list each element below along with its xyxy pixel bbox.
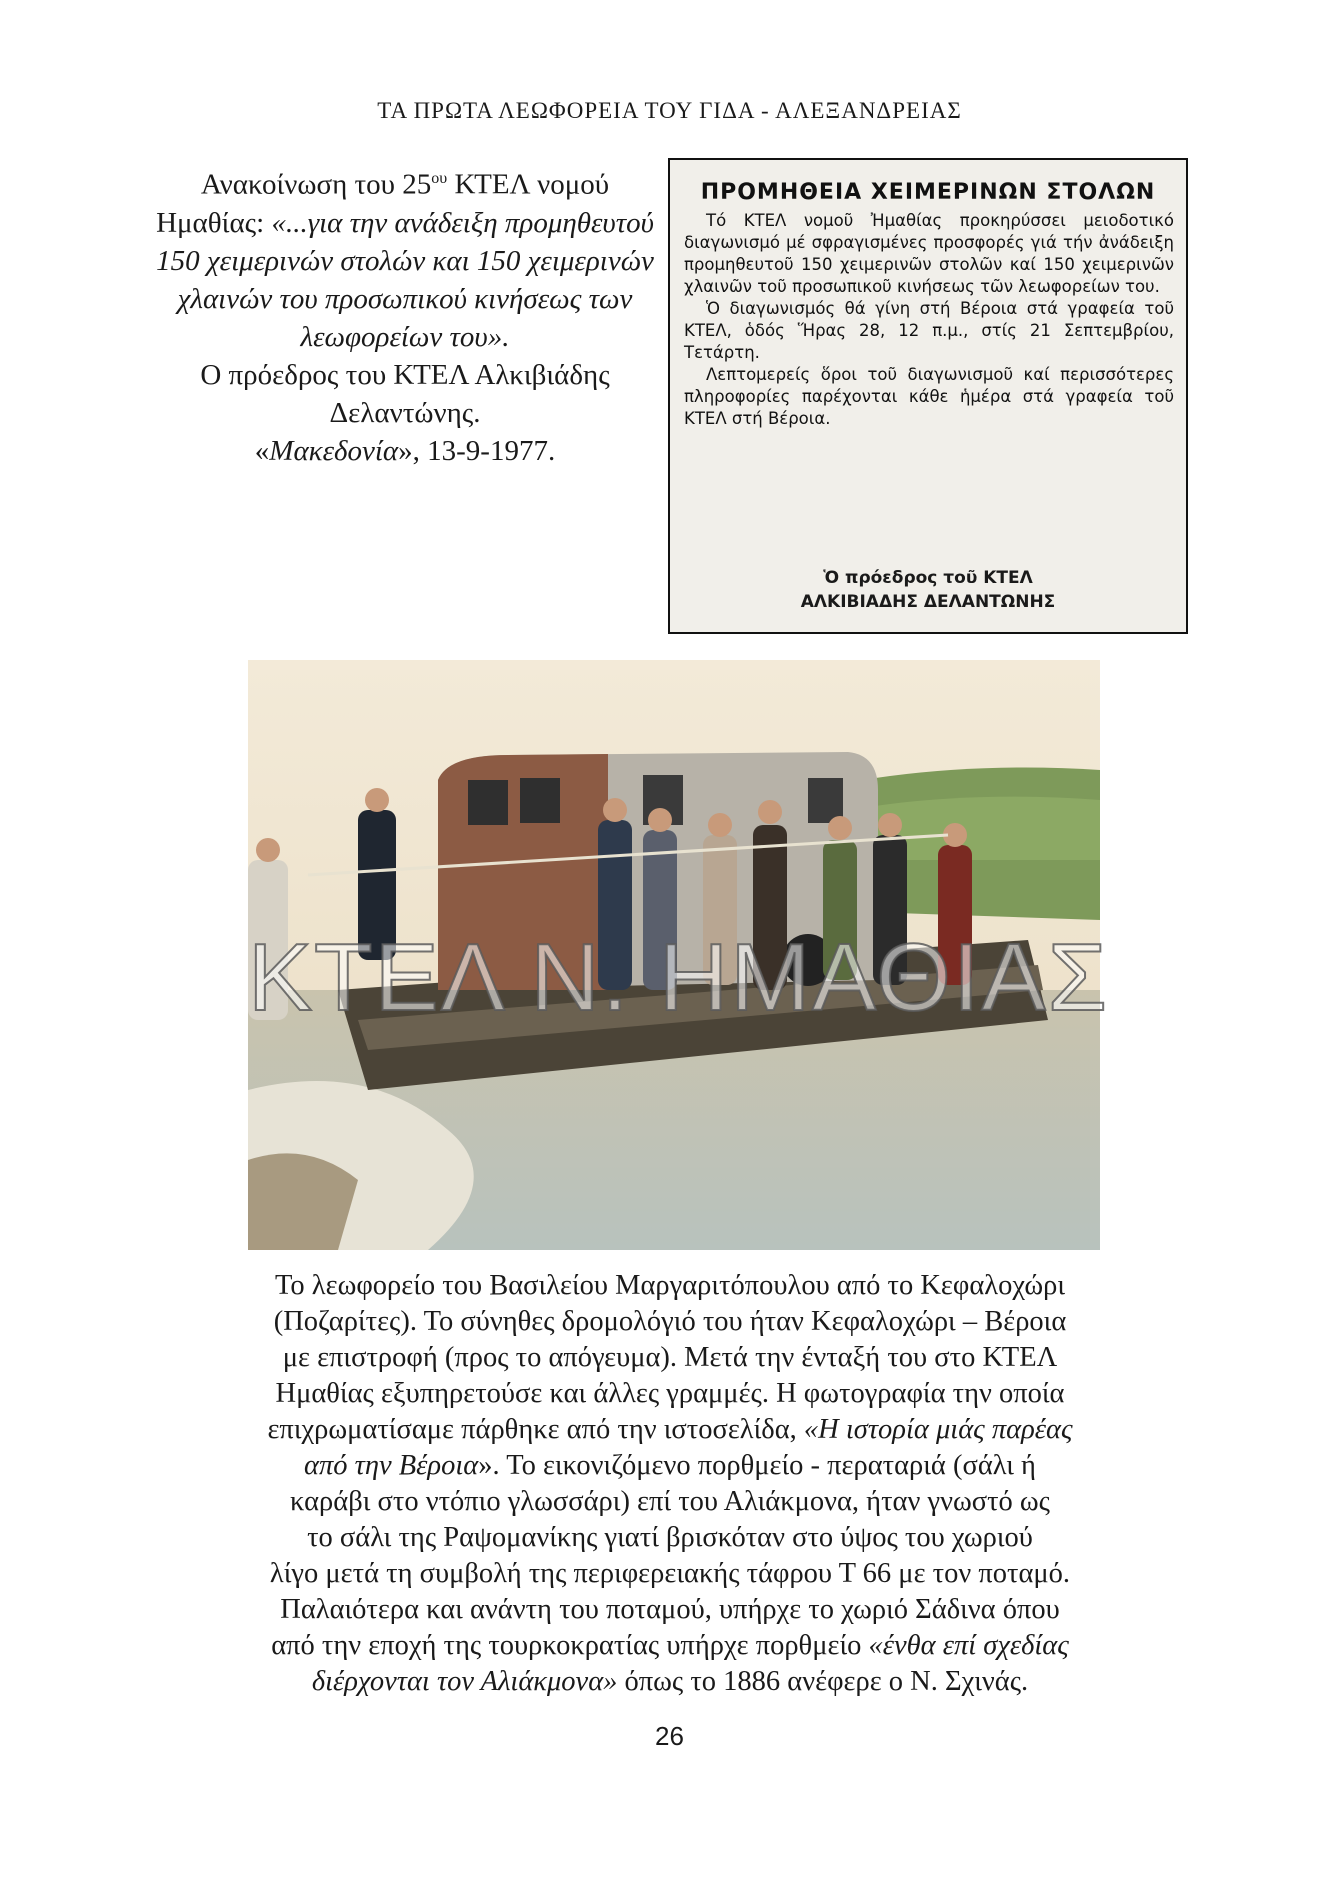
body-text: από την εποχή της τουρκοκρατίας υπήρχε πορθμείο bbox=[271, 1630, 869, 1661]
body-line: (Ποζαρίτες). Το σύνηθες δρομολόγιό του ήταν Κεφαλοχώρι – Βέροια bbox=[273, 1306, 1067, 1337]
body-line bbox=[150, 1448, 1190, 1484]
body-line: με επιστροφή (προς το απόγευμα). Μετά την ένταξή του στο ΚΤΕΛ bbox=[282, 1342, 1058, 1373]
clipping-paragraph: Τό ΚΤΕΛ νομοῦ Ἠμαθίας προκηρύσσει μειοδοτικό διαγωνισμό μέ σφραγισμένες προσφορές γιά τήν ἀνάδειξη προμηθευτοῦ 150 χειμερινῶν στολῶν καί 150 χειμερινῶν χλαινῶν τοῦ προσωπικοῦ κινήσεως τῶν λεωφορείων του. bbox=[684, 211, 1174, 296]
announcement-caption bbox=[150, 160, 660, 470]
page-number: 26 bbox=[655, 1721, 684, 1751]
caption-line bbox=[150, 204, 660, 356]
caption-line bbox=[150, 160, 660, 204]
newspaper-clipping bbox=[668, 158, 1188, 634]
clipping-paragraph: Ὁ διαγωνισμός θά γίνη στή Βέροια στά γραφεία τοῦ ΚΤΕΛ, ὁδός Ἥρας 28, 12 π.μ., στίς 21 Σεπτεμβρίου, Τετάρτη. bbox=[684, 299, 1174, 362]
body-emphasis: «ένθα επί σχεδίας bbox=[868, 1630, 1069, 1661]
source-name: Μακεδονία bbox=[269, 434, 399, 467]
body-line: καράβι στο ντόπιο γλωσσάρι) επί του Αλιάκμονα, ήταν γνωστό ως bbox=[290, 1486, 1050, 1517]
body-line: Παλαιότερα και ανάντη του ποταμού, υπήρχε το χωριό Σάδινα όπου bbox=[280, 1594, 1060, 1625]
body-line: Το λεωφορείο του Βασιλείου Μαργαριτόπουλου από το Κεφαλοχώρι bbox=[274, 1270, 1065, 1301]
caption-president: Ο πρόεδρος του ΚΤΕΛ Αλκιβιάδης Δελαντώνης. bbox=[200, 358, 610, 429]
photo-caption-body bbox=[150, 1268, 1190, 1700]
caption-text: », 13-9-1977. bbox=[398, 434, 556, 467]
body-text: όπως το 1886 ανέφερε ο Ν. Σχινάς. bbox=[617, 1666, 1029, 1697]
caption-source bbox=[150, 432, 660, 470]
body-emphasis: από την Βέροια bbox=[304, 1450, 479, 1481]
body-line: λίγο μετά τη συμβολή της περιφερειακής τάφρου Τ 66 με τον ποταμό. bbox=[269, 1558, 1071, 1589]
clipping-title: ΠΡΟΜΗΘΕΙΑ ΧΕΙΜΕΡΙΝΩΝ ΣΤΟΛΩΝ bbox=[700, 180, 1156, 205]
body-emphasis: διέρχονται τον Αλιάκμονα» bbox=[311, 1666, 618, 1697]
running-header: ΤΑ ΠΡΩΤΑ ΛΕΩΦΟΡΕΙΑ ΤΟΥ ΓΙΔΑ - ΑΛΕΞΑΝΔΡΕΙΑΣ bbox=[377, 98, 962, 123]
caption-text: ΚΤΕΛ νομού bbox=[447, 168, 610, 201]
clipping-body bbox=[684, 210, 1174, 430]
signature-name: ΑΛΚΙΒΙΑΔΗΣ ΔΕΛΑΝΤΩΝΗΣ bbox=[800, 592, 1056, 612]
body-line: το σάλι της Ραψομανίκης γιατί βρισκόταν στο ύψος του χωριού bbox=[307, 1522, 1033, 1553]
body-text: ». Το εικονιζόμενο πορθμείο - περαταριά (σάλι ή bbox=[478, 1450, 1036, 1481]
body-line bbox=[150, 1628, 1190, 1664]
caption-text: « bbox=[254, 434, 270, 467]
caption-quote: «...για την ανάδειξη προμηθευτού 150 χειμερινών στολών και 150 χειμερινών χλαινών του προσωπικού κινήσεως των λεωφορείων του». bbox=[156, 206, 654, 353]
body-line: Ημαθίας εξυπηρετούσε και άλλες γραμμές. Η φωτογραφία την οποία bbox=[275, 1378, 1065, 1409]
body-emphasis: «Η ιστορία μιάς παρέας bbox=[803, 1414, 1073, 1445]
body-text: επιχρωματίσαμε πάρθηκε από την ιστοσελίδα, bbox=[267, 1414, 804, 1445]
caption-text: Ημαθίας: bbox=[156, 206, 272, 239]
clipping-paragraph: Λεπτομερείς ὅροι τοῦ διαγωνισμοῦ καί περισσότερες πληροφορίες παρέχονται κάθε ἡμέρα στά γραφεία τοῦ ΚΤΕΛ στή Βέροια. bbox=[684, 365, 1174, 428]
body-line bbox=[150, 1664, 1190, 1700]
caption-superscript: ου bbox=[431, 170, 448, 187]
clipping-signature bbox=[670, 566, 1186, 614]
signature-role: Ὁ πρόεδρος τοῦ ΚΤΕΛ bbox=[823, 568, 1033, 588]
caption-text: Ανακοίνωση του 25 bbox=[200, 168, 432, 201]
photo-watermark: ΚΤΕΛ Ν. ΗΜΑΘΙΑΣ bbox=[248, 924, 1109, 1031]
body-line bbox=[150, 1412, 1190, 1448]
